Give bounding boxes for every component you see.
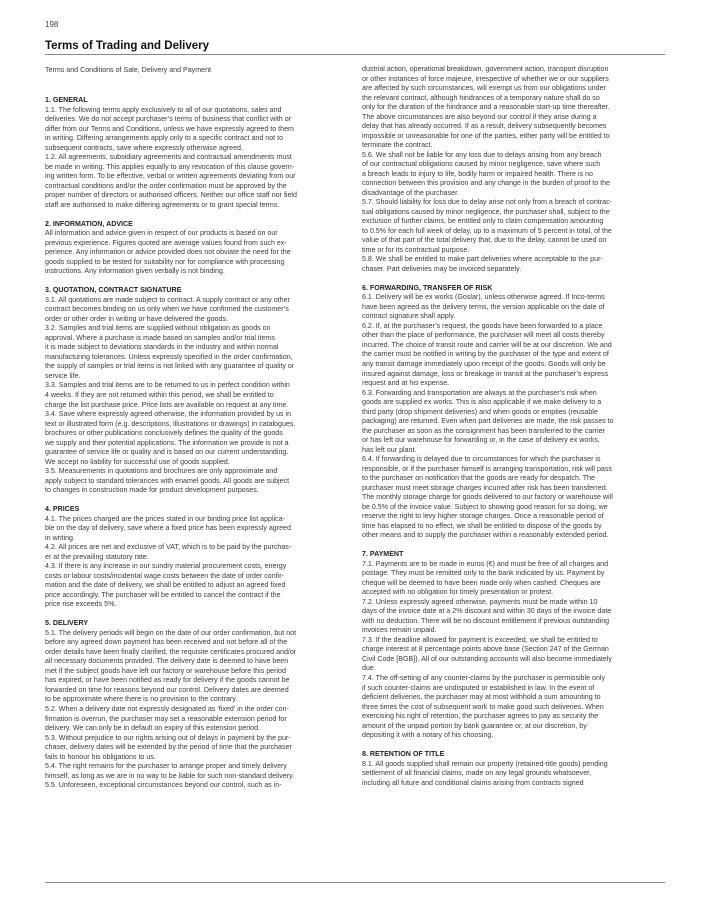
paragraph-line: 5.2. When a delivery date not expressly designated as ‘fixed’ in the order con- xyxy=(45,705,289,713)
paragraph-line: apply subject to standard tolerances with enamel goods. All goods are subject xyxy=(45,476,290,485)
paragraph-line: 4.3. If there is any increase in our sundry material procurement costs, energy xyxy=(45,562,287,571)
paragraph-line: differ from our Terms and Conditions, unless we have expressly agreed to them xyxy=(45,124,294,133)
paragraph-line: contractual conditions and/or the order confirmation must be approved by the xyxy=(45,181,287,190)
paragraph-line: including all future and conditional claims arising from contracts signed xyxy=(362,778,584,787)
paragraph-line: deliveries. We do not accept purchaser’s terms of business that conflict with or xyxy=(45,115,292,124)
section-heading: 8. RETENTION OF TITLE xyxy=(362,750,445,759)
paragraph-line: previous experience. Figures quoted are average values found from such ex- xyxy=(45,238,287,247)
section-heading: 2. INFORMATION, ADVICE xyxy=(45,219,133,228)
paragraph-line: instructions. Any information given verbally is not binding. xyxy=(45,267,225,276)
paragraph-line: only for the duration of the hindrance and a reasonable start-up time thereafter. xyxy=(362,103,610,112)
paragraph-line: 6.3. Forwarding and transportation are always at the purchaser’s risk when xyxy=(362,388,597,397)
paragraph-line: himself, as long as we are in no way to be liable for such non-standard delivery. xyxy=(45,771,295,780)
paragraph-line: value of that part of the total delivery that, due to the delay, cannot be used on xyxy=(362,236,607,245)
section-spacer xyxy=(362,741,662,751)
section-heading: 3. QUOTATION, CONTRACT SIGNATURE xyxy=(45,286,182,295)
section-heading: 7. PAYMENT xyxy=(362,550,404,559)
paragraph-line: of our contractual obligations caused by minor negligence, save where such xyxy=(362,160,601,169)
paragraph-line: before any agreed down payment has been received and not before all of the xyxy=(45,638,288,647)
paragraph-line: terminate the contract. xyxy=(362,141,433,150)
paragraph-line: mation and the date of delivery, we shall be entitled to adjust an agreed fixed xyxy=(45,581,286,590)
section-heading: 5. DELIVERY xyxy=(45,619,89,628)
paragraph-line: goods are supplied ex works. This is also applicable if we make delivery to a xyxy=(362,398,602,407)
paragraph-line: settlement of all financial claims, made on any legal grounds whatsoever, xyxy=(362,769,592,778)
paragraph-line: all necessary documents provided. The delivery date is deemed to have been xyxy=(45,657,289,666)
paragraph-line: guarantee of service life or quality and is based on our current understanding. xyxy=(45,448,289,457)
paragraph-line: have been agreed as the delivery terms, the version applicable on the date of xyxy=(362,302,605,311)
page-number: 198 xyxy=(45,20,59,29)
paragraph-line: three times the cost of subsequent work to make good such deliveries. When xyxy=(362,702,604,711)
section-spacer xyxy=(45,496,345,506)
paragraph-line: the carrier must be notified in writing by the purchaser of the type and extent of xyxy=(362,350,609,359)
paragraph-line: be made in writing. This applies equally to any revocation of this clause govern- xyxy=(45,162,295,171)
paragraph-line: manufacturing tolerances. Unless expressly specified in the order confirmation, xyxy=(45,352,293,361)
paragraph-line: third party (drop shipment deliveries) and when goods or empties (reusable xyxy=(362,407,598,416)
paragraph-line: met if the subject goods have left our factory or warehouse before this period xyxy=(45,666,286,675)
paragraph-line: deficient deliveries, the purchaser may at most withhold a sum amounting to xyxy=(362,693,601,702)
title-divider xyxy=(45,54,665,55)
paragraph-line: delay that has already occurred. If as a result, delivery subsequently becomes xyxy=(362,122,607,131)
paragraph-line: 3.3. Samples and trial items are to be returned to us in perfect condition within xyxy=(45,381,290,390)
paragraph-line: 5.1. The delivery periods will begin on the date of our order confirmation, but not xyxy=(45,628,297,637)
paragraph-line: order or other order in writing or have delivered the goods. xyxy=(45,314,228,323)
paragraph-line: ble on the day of delivery, save where a fixed price has been expressly agreed xyxy=(45,524,291,533)
paragraph-line: to 0.5% for each full week of delay, up to a maximum of 5 percent in total, of the xyxy=(362,226,612,235)
paragraph-line: brochures or other publications conclusively defines the quality of the goods xyxy=(45,429,283,438)
paragraph-line: goods supplied to be tested for suitability nor for compliance with processing xyxy=(45,257,285,266)
paragraph-line: disadvantage of the purchaser. xyxy=(362,188,460,197)
paragraph-line: cheque will be deemed to have been made only when cashed. Cheques are xyxy=(362,578,601,587)
paragraph-line: 5.3. Without prejudice to our rights arising out of delays in payment by the pur- xyxy=(45,733,291,742)
paragraph-line: 7.2. Unless expressly agreed otherwise, payments must be made within 10 xyxy=(362,597,598,606)
paragraph-line: proper number of directors or authorised officers. Neither our office staff nor field xyxy=(45,191,297,200)
paragraph-line: subsequent contracts, save where expressly otherwise agreed. xyxy=(45,143,243,152)
paragraph-line: it is made subject to deviations standards in the industry and within normal xyxy=(45,343,279,352)
paragraph-line: chaser, delivery dates will be extended by the period of time that the purchaser xyxy=(45,743,292,752)
paragraph-line: connection between this provision and any change in the burden of proof to the xyxy=(362,179,611,188)
paragraph-line: has left our plant. xyxy=(362,445,417,454)
paragraph-line: service life. xyxy=(45,371,81,380)
paragraph-line: charge interest at 8 percentage points above base (Section 247 of the German xyxy=(362,645,609,654)
paragraph-line: the relevant contract, although hindrances of a temporary nature shall do so xyxy=(362,93,600,102)
paragraph-line: 4 weeks. If they are not returned within this period, we shall be entitled to xyxy=(45,390,274,399)
paragraph-line: approval. Where a purchase is made based on samples and/or trial items xyxy=(45,333,275,342)
paragraph-line: amount of the unpaid portion by bank guarantee or, at our discretion, by xyxy=(362,721,587,730)
paragraph-line: depositing it with a notary of his choosing. xyxy=(362,731,494,740)
paragraph-line: the purchaser as soon as the consignment has been transferred to the carrier xyxy=(362,426,605,435)
paragraph-line: firmation is overrun, the purchaser may set a reasonable extension period for xyxy=(45,714,287,723)
paragraph-line: 6.2. If, at the purchaser’s request, the goods have been forwarded to a place xyxy=(362,321,603,330)
paragraph-line: 5.4. The right remains for the purchaser to arrange proper and timely delivery xyxy=(45,762,287,771)
paragraph-line: staff are authorised to make differing agreements or to grant special terms. xyxy=(45,200,280,209)
paragraph-line: invoices remain unpaid. xyxy=(362,626,437,635)
paragraph-line: to the purchaser on notification that the goods are ready for despatch. The xyxy=(362,474,595,483)
paragraph-line: we supply and their potential applications. The information we provide is not a xyxy=(45,438,289,447)
paragraph-line: the supply of samples or trial items is not linked with any guarantee of quality or xyxy=(45,362,295,371)
paragraph-line: 3.1. All quotations are made subject to contract. A supply contract or any other xyxy=(45,295,290,304)
paragraph-line: All information and advice given in respect of our products is based on our xyxy=(45,229,278,238)
section-heading: 4. PRICES xyxy=(45,505,80,514)
paragraph-line: 1.2. All agreements, subsidiary agreements and contractual amendments must xyxy=(45,153,292,162)
paragraph-line: 4.1. The prices charged are the prices stated in our binding price list applica- xyxy=(45,514,286,523)
paragraph-line: responsible, or if the purchaser himself is arranging transportation, risk will pass xyxy=(362,464,612,473)
paragraph-line: fails to honour his obligations to us. xyxy=(45,752,156,761)
paragraph-line: 3.2. Samples and trial items are supplied without obligation as goods on xyxy=(45,324,271,333)
paragraph-line: er at the prevailing statutory rate. xyxy=(45,552,149,561)
paragraph-line: delivery. We can only be in default on expiry of this extension period. xyxy=(45,724,261,733)
paragraph-line: price rise exceeds 5%. xyxy=(45,600,117,609)
paragraph-line: time or for its contractual purpose. xyxy=(362,245,470,254)
section-heading: 1. GENERAL xyxy=(45,96,88,104)
paragraph-line: 6.4. If forwarding is delayed due to circumstances for which the purchaser is xyxy=(362,455,601,464)
paragraph-line: are affected by such circumstances, will exempt us from our obligations under xyxy=(362,84,606,93)
paragraph-line: 3.4. Save where expressly agreed otherwise, the information provided by us in xyxy=(45,410,292,419)
paragraph-line: 7.4. The off-setting of any counter-claims by the purchaser is permissible only xyxy=(362,674,606,682)
paragraph-line: price accordingly. The purchaser will be entitled to cancel the contract if the xyxy=(45,590,281,599)
document-subtitle: Terms and Conditions of Sale, Delivery and Payment xyxy=(45,66,211,74)
paragraph-line: to be approximate where there is no provision to the contrary. xyxy=(45,695,238,704)
paragraph-line: if such counter-claims are undisputed or established in law. In the event of xyxy=(362,683,595,692)
paragraph-line: contract becomes binding on us only when we have confirmed the customer’s xyxy=(45,305,289,314)
section-heading: 6. FORWARDING, TRANSFER OF RISK xyxy=(362,283,493,292)
section-spacer xyxy=(45,210,345,220)
paragraph-line: incurred. The choice of transit route and carrier will be at our discretion. We and xyxy=(362,340,612,349)
paragraph-line: insured against damage, loss or breakage in transit at the purchaser’s express xyxy=(362,369,609,378)
paragraph-line: chaser. Part deliveries may be invoiced separately. xyxy=(362,264,522,273)
paragraph-line: postage. They must be remitted only to the bank indicated by us. Payment by xyxy=(362,569,605,578)
paragraph-line: 7.3. If the deadline allowed for payment is exceeded, we shall be entitled to xyxy=(362,635,598,644)
paragraph-line: 4.2. All prices are net and exclusive of VAT, which is to be paid by the purchas- xyxy=(45,543,292,552)
section-spacer xyxy=(45,610,345,620)
paragraph-line: any transit damage immediately upon receipt of the goods. Goods will only be xyxy=(362,359,606,368)
paragraph-line: a breach leads to injury to life, bodily harm or impaired health. There is no xyxy=(362,169,593,178)
paragraph-line: 1.1. The following terms apply exclusively to all of our quotations, sales and xyxy=(45,105,282,114)
paragraph-line: The monthly storage charge for goods delivered to our factory or warehouse will xyxy=(362,493,613,502)
paragraph-line: 5.6. We shall not be liable for any loss due to delays arising from any breach xyxy=(362,150,602,159)
paragraph-line: purchaser must meet storage charges incurred after risk has been transferred. xyxy=(362,483,608,492)
paragraph-line: to changes in construction made for product development purposes. xyxy=(45,486,259,495)
section-spacer xyxy=(362,541,662,551)
left-text-column xyxy=(45,96,345,791)
footer-divider xyxy=(45,882,665,883)
paragraph-line: has expired, or have been notified as ready for delivery if the goods cannot be xyxy=(45,676,290,685)
paragraph-line: perience. Any information or advice provided does not obviate the need for the xyxy=(45,248,291,257)
paragraph-line: or other instances of force majeure, irrespective of whether we or our suppliers xyxy=(362,74,609,83)
paragraph-line: accepted with no obligation for timely presentation or protest. xyxy=(362,588,554,597)
right-text-column xyxy=(362,65,662,788)
paragraph-line: 5.7. Should liability for loss due to delay arise not only from a breach of contrac- xyxy=(362,198,612,207)
paragraph-line: 5.8. We shall be entitled to make part deliveries where acceptable to the pur- xyxy=(362,255,603,264)
paragraph-line: days of the invoice date at a 2% discount and within 30 days of the invoice date xyxy=(362,607,612,616)
paragraph-line: in writing. xyxy=(45,533,75,542)
paragraph-line: charge the list purchase price. Price lists are available on request at any time. xyxy=(45,400,289,409)
paragraph-line: time has elapsed to no effect, we shall be entitled to dispose of the goods by xyxy=(362,521,602,530)
paragraph-line: reserve the right to levy higher storage charges. Once a reasonable period of xyxy=(362,512,604,521)
paragraph-line: due. xyxy=(362,664,376,673)
paragraph-line: in writing. Differing arrangements apply only to a specific contract and not to xyxy=(45,134,284,143)
paragraph-line: dustrial action, operational breakdown, government action, transport disruption xyxy=(362,65,609,73)
paragraph-line: exercising his right of retention, the purchaser agrees to pay as security the xyxy=(362,712,599,721)
paragraph-line: order details have been finally clarified, the requisite certificates procured and/or xyxy=(45,647,297,656)
paragraph-line: text or illustrated form (e.g. descriptions, illustrations or drawings) in catalogues, xyxy=(45,419,296,428)
paragraph-line: Civil Code [BGB]). All of our outstanding accounts will also become immediately xyxy=(362,654,612,663)
paragraph-line: impossible or unreasonable for one of the parties, either party will be entitled to xyxy=(362,131,610,140)
page-title: Terms of Trading and Delivery xyxy=(45,40,210,52)
paragraph-line: or has left our warehouse for forwarding or, in the case of delivery ex works, xyxy=(362,436,600,445)
paragraph-line: exclusion of further claims, be entitled only to claim compensation amounting xyxy=(362,217,604,226)
paragraph-line: 5.5. Unforeseen, exceptional circumstances beyond our control, such as in- xyxy=(45,781,282,790)
paragraph-line: 7.1. Payments are to be made in euros (€) and must be free of all charges and xyxy=(362,559,609,568)
paragraph-line: other than the place of performance, the purchaser will meet all costs thereby xyxy=(362,331,605,340)
paragraph-line: tual obligations caused by minor negligence, the purchaser shall, subject to the xyxy=(362,207,610,216)
paragraph-line: ing written form. To be effective, verbal or written agreements deviating from our xyxy=(45,172,296,181)
paragraph-line: The above circumstances are also beyond our control if they arise during a xyxy=(362,112,597,121)
paragraph-line: costs or labour costs/incidental wage costs between the date of order confir- xyxy=(45,571,284,580)
paragraph-line: other means and to supply the purchaser within a reasonably extended period. xyxy=(362,531,609,540)
paragraph-line: 3.5. Measurements in quotations and brochures are only approximate and xyxy=(45,467,278,476)
paragraph-line: forwarded on time for reasons beyond our control. Delivery dates are deemed xyxy=(45,685,289,694)
paragraph-line: request and at his expense. xyxy=(362,379,450,388)
paragraph-line: We accept no liability for successful use of goods supplied. xyxy=(45,457,230,466)
paragraph-line: 6.1. Delivery will be ex works (Goslar), unless otherwise agreed. If Inco-terms xyxy=(362,293,605,302)
paragraph-line: be 0.5% of the invoice value. Subject to showing good reason for so doing, we xyxy=(362,502,608,511)
section-spacer xyxy=(362,274,662,284)
paragraph-line: 8.1. All goods supplied shall remain our property (retained-title goods) pending xyxy=(362,759,608,768)
paragraph-line: with no deduction. There will be no discount entitlement if previous outstanding xyxy=(362,616,610,625)
paragraph-line: contract signature shall apply. xyxy=(362,312,456,321)
section-spacer xyxy=(45,277,345,287)
paragraph-line: packaging) are returned. Even when part deliveries are made, the risk passes to xyxy=(362,417,614,426)
